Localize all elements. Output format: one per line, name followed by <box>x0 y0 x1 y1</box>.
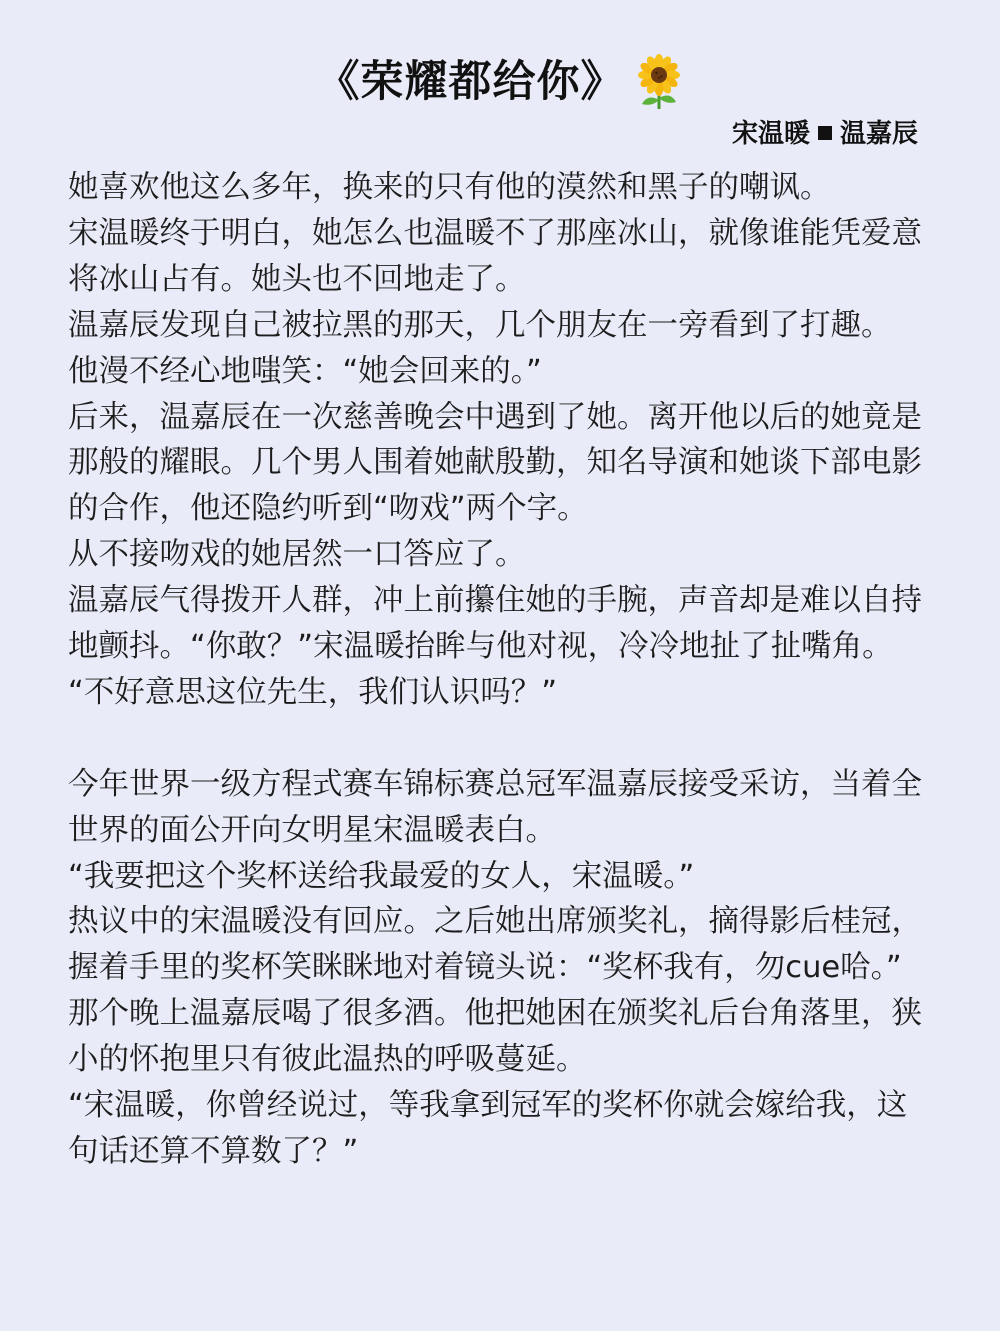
section-gap <box>68 716 936 762</box>
title-row <box>0 52 1000 112</box>
paragraph: 后来，温嘉辰在一次慈善晚会中遇到了她。离开他以后的她竟是那般的耀眼。几个男人围着她献殷勤，知名导演和她谈下部电影的合作，他还隐约听到“吻戏”两个字。 <box>68 399 922 527</box>
female-lead-name: 宋温暖 <box>731 119 810 149</box>
paragraph: 那个晚上温嘉辰喝了很多酒。他把她困在颁奖礼后台角落里，狭小的怀抱里只有彼此温热的呼吸蔓延。 <box>68 996 922 1078</box>
paragraph: 从不接吻戏的她居然一口答应了。 <box>68 537 526 573</box>
paragraph: “我要把这个奖杯送给我最爱的女人，宋温暖。” <box>68 858 695 894</box>
paragraph: 温嘉辰气得拨开人群，冲上前攥住她的手腕，声音却是难以自持地颤抖。“你敢？”宋温暖抬眸与他对视，冷冷地扯了扯嘴角。 <box>68 583 922 665</box>
paragraph: 今年世界一级方程式赛车锦标赛总冠军温嘉辰接受采访，当着全世界的面公开向女明星宋温暖表白。 <box>68 766 922 848</box>
paragraph: 宋温暖终于明白，她怎么也温暖不了那座冰山，就像谁能凭爱意将冰山占有。她头也不回地走了。 <box>68 215 922 297</box>
story-text <box>68 165 936 1175</box>
couple-names <box>732 114 918 154</box>
paragraph: 他漫不经心地嗤笑：“她会回来的。” <box>68 353 542 389</box>
male-lead-name: 温嘉辰 <box>839 119 918 149</box>
paragraph: “不好意思这位先生，我们认识吗？” <box>68 674 558 710</box>
book-title: 《荣耀都给你》 <box>316 57 625 107</box>
paragraph: 热议中的宋温暖没有回应。之后她出席颁奖礼，摘得影后桂冠，握着手里的奖杯笑眯眯地对着镜头说：“奖杯我有，勿cue哈。” <box>68 904 922 986</box>
paragraph: “宋温暖，你曾经说过，等我拿到冠军的奖杯你就会嫁给我，这句话还算不算数了？” <box>68 1088 908 1170</box>
sunflower-icon <box>634 54 684 110</box>
paragraph: 温嘉辰发现自己被拉黑的那天，几个朋友在一旁看到了打趣。 <box>68 307 892 343</box>
separator-square-icon <box>818 126 832 140</box>
paragraph: 她喜欢他这么多年，换来的只有他的漠然和黑子的嘲讽。 <box>68 170 831 205</box>
